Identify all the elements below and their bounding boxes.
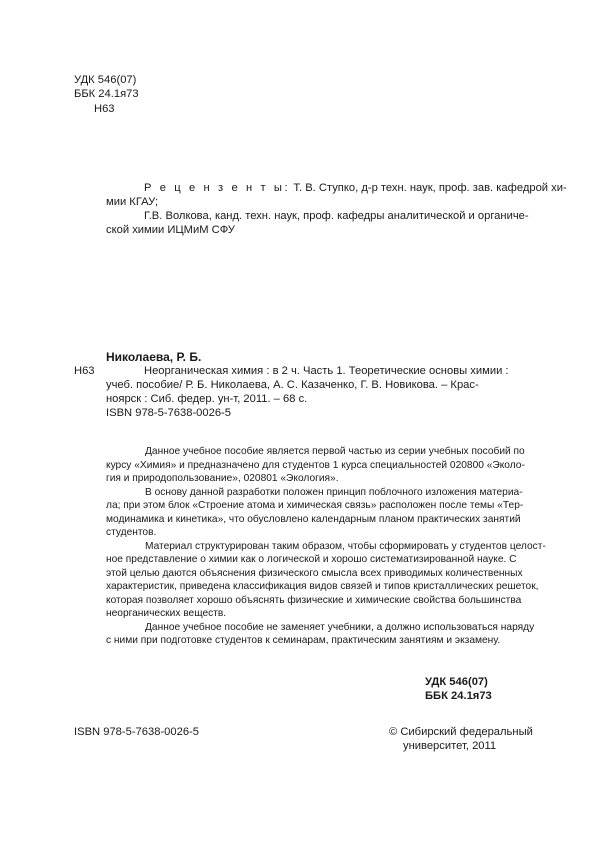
annotation-line: курсу «Химия» и предназначено для студентов 1 курса специальностей 020800 «Эколо-: [106, 459, 525, 471]
author-mark: Н63: [94, 103, 115, 115]
catalog-isbn: ISBN 978-5-7638-0026-5: [106, 407, 232, 419]
reviewers-line-1: [144, 181, 567, 196]
reviewer-1-text: Т. В. Ступко, д-р техн. наук, проф. зав. кафедрой хи-: [290, 182, 567, 194]
bbk-code: ББК 24.1я73: [74, 88, 139, 100]
annotation-line: ное представление о химии как о логической и хорошо систематизированной науке. С: [106, 554, 517, 565]
reviewers-line-4: ской химии ИЦМиМ СФУ: [106, 224, 235, 236]
udk-code: УДК 546(07): [74, 74, 137, 86]
annotation-line: гия и природопользование», 020801 «Экология».: [106, 473, 339, 484]
reviewers-line-2: мии КГАУ;: [106, 196, 159, 208]
annotation-line: с ними при подготовке студентов к семинарам, практическим занятиям и экзамену.: [106, 635, 501, 646]
annotation-line: Данное учебное пособие является первой частью из серии учебных пособий по: [145, 446, 525, 457]
bottom-udk: УДК 546(07): [425, 676, 488, 688]
annotation-line: этой целью даются объяснения физического смысла всех приводимых количественных: [106, 567, 523, 579]
catalog-line-1: Неорганическая химия : в 2 ч. Часть 1. Теоретические основы химии :: [144, 365, 509, 377]
annotation: [106, 445, 546, 648]
annotation-line: Материал структурирован таким образом, чтобы сформировать у студентов целост-: [145, 540, 546, 552]
annotation-line: неорганических веществ.: [106, 608, 227, 619]
reviewers-line-3: Г.В. Волкова, канд. техн. наук, проф. кафедры аналитической и органиче-: [144, 210, 529, 222]
annotation-line: В основу данной разработки положен принцип поблочного изложения материа-: [145, 486, 523, 498]
reviewers-label: Р е ц е н з е н т ы:: [144, 182, 291, 194]
catalog-code: Н63: [74, 365, 95, 377]
copyright-line-1: © Сибирский федеральный: [389, 726, 533, 738]
catalog-line-3: ноярск : Сиб. федер. ун-т, 2011. – 68 с.: [106, 393, 308, 405]
annotation-line: характеристик, приведена классификация видов связей и типов кристаллических решеток,: [106, 581, 539, 592]
bottom-isbn: ISBN 978-5-7638-0026-5: [74, 726, 200, 738]
annotation-line: Данное учебное пособие не заменяет учебники, а должно использоваться наряду: [145, 621, 535, 633]
annotation-line: ла; при этом блок «Строение атома и химическая связь» расположен после темы «Тер-: [106, 500, 524, 511]
bottom-bbk: ББК 24.1я73: [425, 690, 492, 702]
catalog-line-2: учеб. пособие/ Р. Б. Николаева, А. С. Казаченко, Г. В. Новикова. – Крас-: [106, 379, 479, 391]
annotation-line: которая позволяет хорошо объяснять физические и химические свойства большинства: [106, 594, 522, 606]
copyright-line-2: университет, 2011: [403, 740, 497, 752]
catalog-author: Николаева, Р. Б.: [106, 350, 202, 364]
annotation-line: студентов.: [106, 527, 157, 538]
annotation-line: модинамика и кинетика», что обусловлено календарным планом практических занятий: [106, 513, 521, 525]
